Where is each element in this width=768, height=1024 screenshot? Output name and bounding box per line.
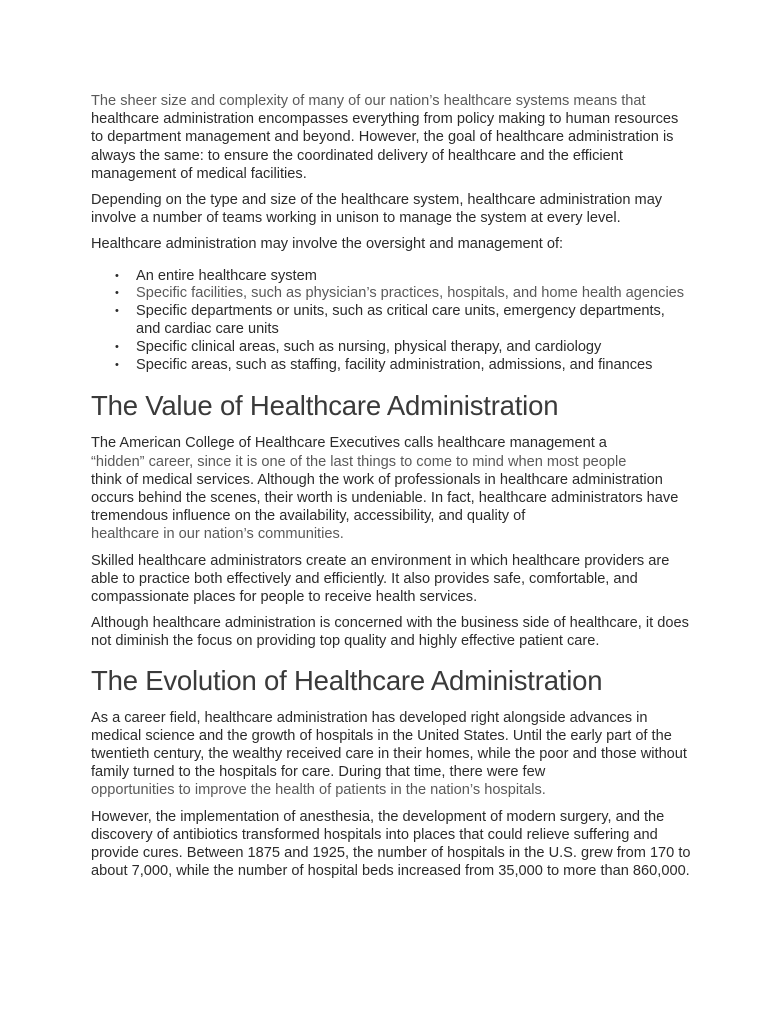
oversight-list xyxy=(91,268,691,375)
bullet-icon: • xyxy=(115,269,119,282)
value-section-heading: The Value of Healthcare Administration xyxy=(91,390,559,422)
value-paragraph-2: Skilled healthcare administrators create an environment in which healthcare providers are able to practice both effectively and efficiently. It also provides safe, comfortable, and compassionate places for people to receive health services. xyxy=(91,552,670,606)
value-paragraph-1-part-b: “hidden” career, since it is one of the last things to come to mind when most people xyxy=(91,453,627,470)
evolution-paragraph-2: However, the implementation of anesthesia, the development of modern surgery, and the discovery of antibiotics transformed hospitals into places that could relieve suffering and provide cures. Between 1875 and 1925, the number of hospitals in the U.S. grew from 170 to about 7,000, while the number of hospital beds increased from 35,000 to more than 860,000. xyxy=(91,808,691,880)
list-item-text: An entire healthcare system xyxy=(136,267,317,284)
value-paragraph-1-part-a: The American College of Healthcare Executives calls healthcare management a xyxy=(91,435,607,452)
intro-paragraph-1-body: healthcare administration encompasses everything from policy making to human resources to department management and beyond. However, the goal of healthcare administration is always the same: to ensure the coordinated delivery of healthcare and the efficient management of medical facilities. xyxy=(91,111,679,182)
list-item xyxy=(115,285,691,303)
document-page xyxy=(91,92,691,888)
evolution-paragraph-1-part-b: opportunities to improve the health of patients in the nation’s hospitals. xyxy=(91,782,546,799)
list-item-text: Specific areas, such as staffing, facility administration, admissions, and finances xyxy=(136,356,653,373)
bullet-icon: • xyxy=(115,287,119,300)
evolution-paragraph-1 xyxy=(91,709,691,800)
list-item-text: Specific facilities, such as physician’s practices, hospitals, and home health agencies xyxy=(136,285,685,302)
evolution-section-heading: The Evolution of Healthcare Administration xyxy=(91,664,603,696)
spacer xyxy=(91,374,691,376)
list-item-text: Specific clinical areas, such as nursing, physical therapy, and cardiology xyxy=(136,338,602,355)
bullet-icon: • xyxy=(115,358,119,371)
value-paragraph-3: Although healthcare administration is concerned with the business side of healthcare, it does not diminish the focus on providing top quality and highly effective patient care. xyxy=(91,615,689,650)
value-paragraph-1-part-d: healthcare in our nation’s communities. xyxy=(91,526,344,543)
value-paragraph-1-part-c: think of medical services. Although the work of professionals in healthcare administration occurs behind the scenes, their worth is undeniable. In fact, healthcare administrators have tremendous influence on the availability, accessibility, and quality of xyxy=(91,471,679,525)
list-item xyxy=(115,267,691,286)
evolution-paragraph-1-part-a: As a career field, healthcare administration has developed right alongside advances in medical science and the growth of hospitals in the United States. Until the early part of the twentieth century, the wealthy received care in their homes, while the poor and those without family turned to the hospitals for care. During that time, there were few xyxy=(91,709,687,781)
bullet-icon: • xyxy=(115,340,119,353)
intro-paragraph-2: Depending on the type and size of the healthcare system, healthcare administration may involve a number of teams working in unison to manage the system at every level. xyxy=(91,192,663,227)
value-paragraph-1 xyxy=(91,434,691,543)
bullet-icon: • xyxy=(115,305,119,318)
list-item xyxy=(115,338,691,357)
list-item xyxy=(115,356,691,375)
intro-paragraph-1-lead: The sheer size and complexity of many of our nation’s healthcare systems means that xyxy=(91,93,646,109)
list-item-text: Specific departments or units, such as critical care units, emergency departments, and cardiac care units xyxy=(136,303,665,338)
intro-paragraph-1 xyxy=(91,92,691,183)
list-item xyxy=(115,303,691,339)
intro-paragraph-3: Healthcare administration may involve the oversight and management of: xyxy=(91,236,564,253)
